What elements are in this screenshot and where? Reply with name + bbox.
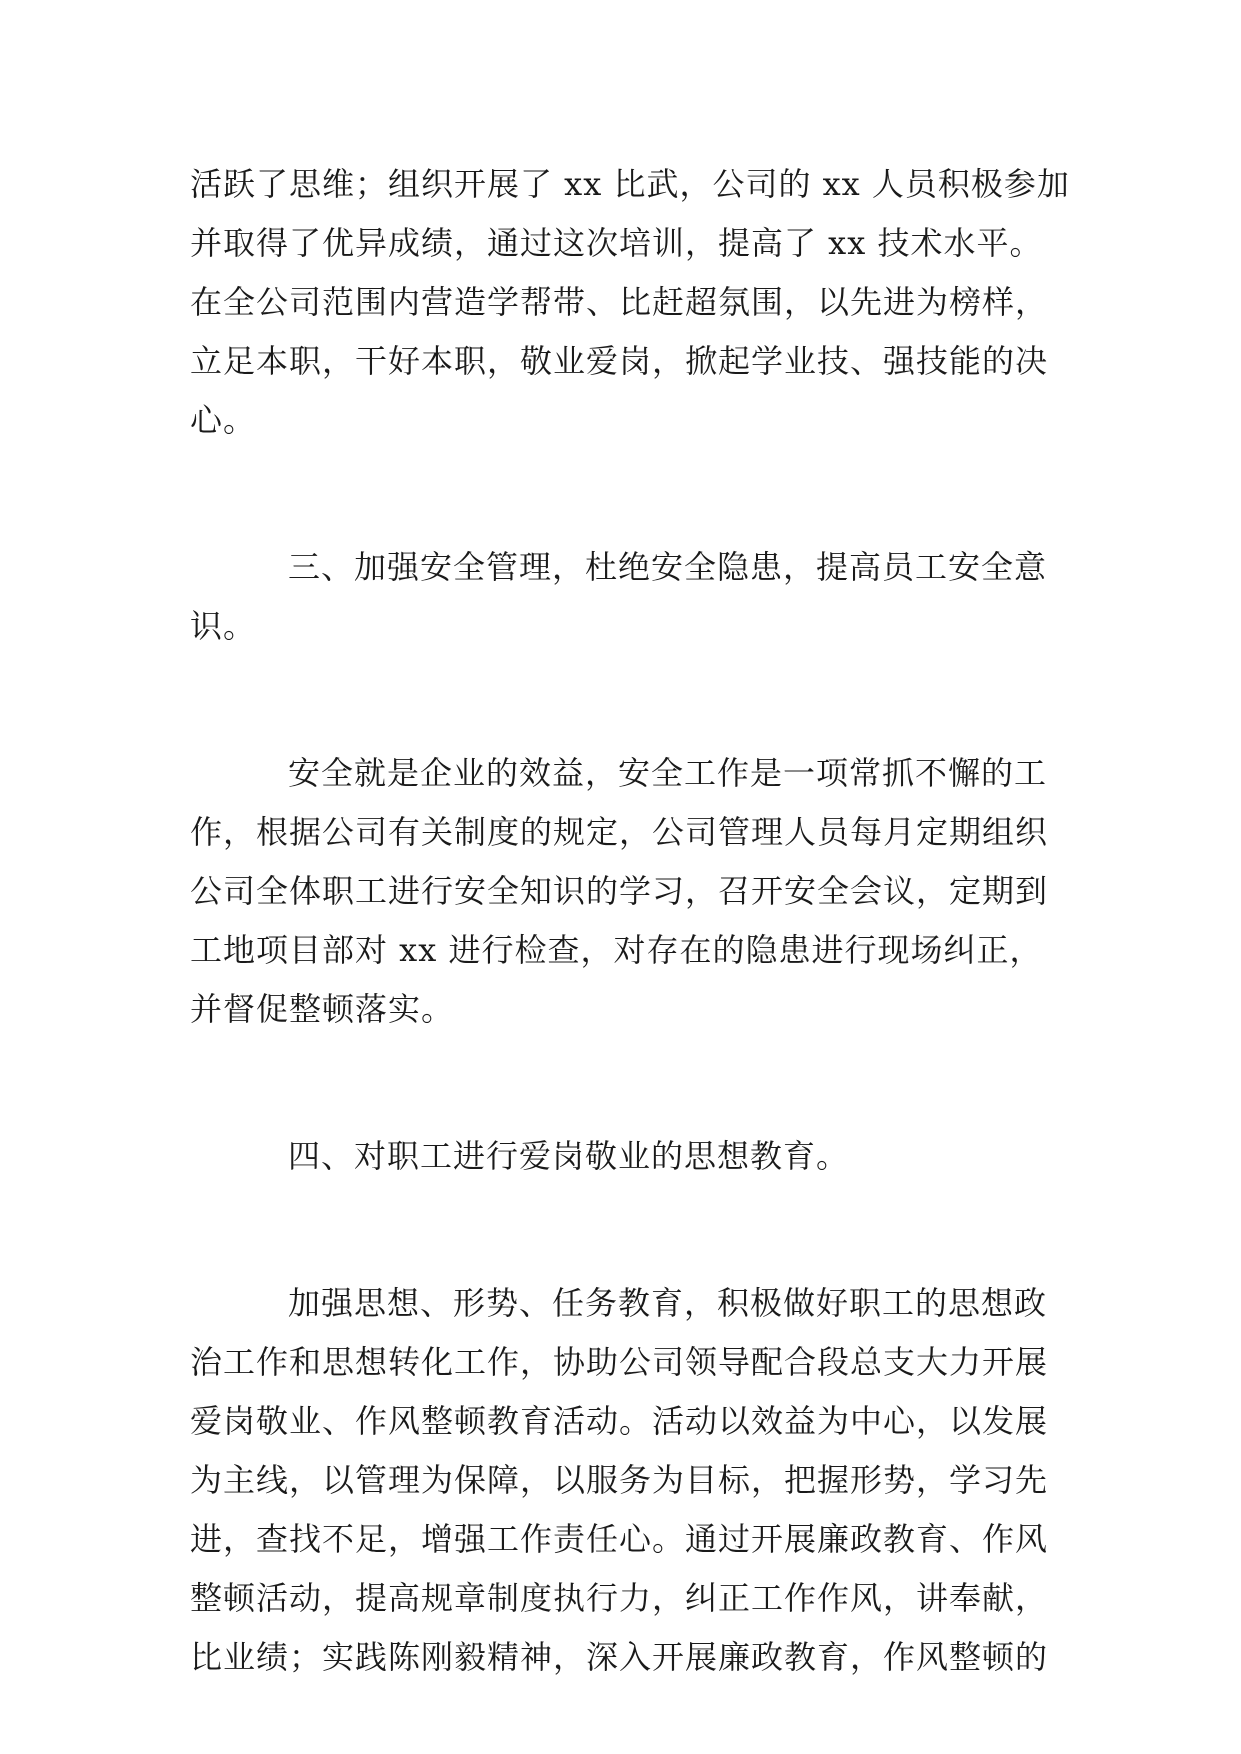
- text-line: 公司全体职工进行安全知识的学习，召开安全会议，定期到: [190, 872, 1049, 910]
- section-heading-education: [190, 1127, 1060, 1186]
- text-line: 爱岗敬业、作风整顿教育活动。活动以效益为中心，以发展: [190, 1402, 1049, 1440]
- heading-line: 三、加强安全管理，杜绝安全隐患，提高员工安全意: [288, 548, 1048, 586]
- text-line: 整顿活动，提高规章制度执行力，纠正工作作风，讲奉献，: [190, 1579, 1049, 1617]
- text-line: 并取得了优异成绩，通过这次培训，提高了 xx 技术水平。: [190, 224, 1043, 262]
- text-line: 进，查找不足，增强工作责任心。通过开展廉政教育、作风: [190, 1520, 1049, 1558]
- text-line: 并督促整顿落实。: [190, 990, 455, 1028]
- paragraph-spacer: [190, 1039, 1060, 1127]
- paragraph-safety-management: [190, 744, 1060, 1039]
- text-line: 心。: [190, 401, 257, 439]
- paragraph-spacer: [190, 656, 1060, 744]
- heading-line: 识。: [190, 607, 257, 645]
- text-line: 工地项目部对 xx 进行检查，对存在的隐患进行现场纠正，: [190, 931, 1043, 969]
- text-line: 治工作和思想转化工作，协助公司领导配合段总支大力开展: [190, 1343, 1049, 1381]
- paragraph-ideological-education: [190, 1274, 1060, 1687]
- text-line: 立足本职，干好本职，敬业爱岗，掀起学业技、强技能的决: [190, 342, 1049, 380]
- text-line: 比业绩；实践陈刚毅精神，深入开展廉政教育，作风整顿的: [190, 1638, 1049, 1676]
- paragraph-training-results: [190, 155, 1070, 450]
- text-line: 加强思想、形势、任务教育，积极做好职工的思想政: [288, 1284, 1048, 1322]
- section-heading-safety: [190, 538, 1060, 656]
- document-body: [190, 155, 1070, 1687]
- heading-line: 四、对职工进行爱岗敬业的思想教育。: [288, 1137, 850, 1175]
- text-line: 为主线，以管理为保障，以服务为目标，把握形势，学习先: [190, 1461, 1049, 1499]
- text-line: 活跃了思维；组织开展了 xx 比武，公司的 xx 人员积极参加: [190, 165, 1070, 203]
- paragraph-spacer: [190, 1186, 1060, 1274]
- paragraph-spacer: [190, 450, 1060, 538]
- text-line: 作，根据公司有关制度的规定，公司管理人员每月定期组织: [190, 813, 1049, 851]
- text-line: 安全就是企业的效益，安全工作是一项常抓不懈的工: [288, 754, 1048, 792]
- text-line: 在全公司范围内营造学帮带、比赶超氛围，以先进为榜样，: [190, 283, 1049, 321]
